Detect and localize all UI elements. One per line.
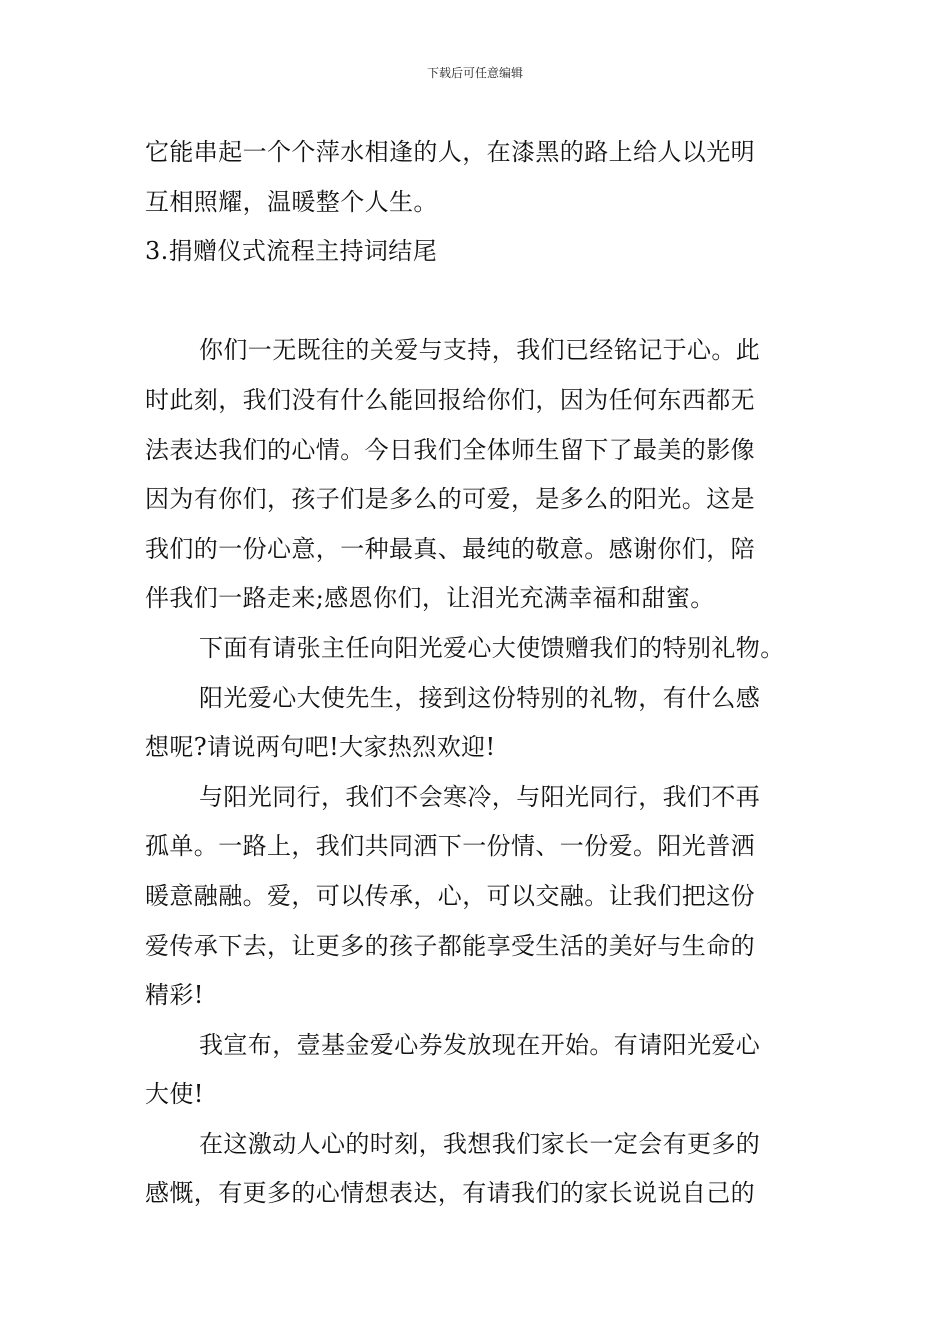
body-line: 它能串起一个个萍水相逢的人，在漆黑的路上给人以光明 (145, 138, 755, 166)
body-line: 法表达我们的心情。今日我们全体师生留下了最美的影像 (145, 435, 755, 464)
body-line: 伴我们一路走来;感恩你们，让泪光充满幸福和甜蜜。 (145, 584, 715, 613)
paragraph-start: 与阳光同行，我们不会寒冷，与阳光同行，我们不再 (199, 782, 761, 811)
body-line: 时此刻，我们没有什么能回报给你们，因为任何东西都无 (145, 385, 755, 414)
body-line: 感慨，有更多的心情想表达，有请我们的家长说说自己的 (145, 1179, 755, 1208)
section-heading: 3.捐赠仪式流程主持词结尾 (145, 237, 438, 266)
body-line: 我们的一份心意，一种最真、最纯的敬意。感谢你们，陪 (145, 534, 755, 563)
body-line: 互相照耀，温暖整个人生。 (145, 187, 438, 216)
body-line: 暖意融融。爱，可以传承，心，可以交融。让我们把这份 (145, 881, 755, 910)
paragraph-start: 你们一无既往的关爱与支持，我们已经铭记于心。此 (199, 336, 761, 365)
body-line: 爱传承下去，让更多的孩子都能享受生活的美好与生命的 (145, 931, 755, 960)
body-line: 想呢?请说两句吧!大家热烈欢迎! (145, 733, 496, 762)
paragraph-start: 在这激动人心的时刻，我想我们家长一定会有更多的 (199, 1129, 761, 1158)
document-body (145, 128, 810, 1219)
paragraph-start: 阳光爱心大使先生，接到这份特别的礼物，有什么感 (199, 683, 761, 712)
body-line: 因为有你们，孩子们是多么的可爱，是多么的阳光。这是 (145, 485, 755, 514)
paragraph-start: 我宣布，壹基金爱心券发放现在开始。有请阳光爱心 (199, 1030, 761, 1059)
body-line: 大使! (145, 1080, 204, 1109)
paragraph-start: 下面有请张主任向阳光爱心大使馈赠我们的特别礼物。 (199, 633, 785, 662)
body-line: 精彩! (145, 981, 204, 1010)
body-line: 孤单。一路上，我们共同洒下一份情、一份爱。阳光普洒 (145, 832, 755, 861)
page-header: 下载后可任意编辑 (426, 66, 523, 80)
blank-line (145, 277, 810, 327)
